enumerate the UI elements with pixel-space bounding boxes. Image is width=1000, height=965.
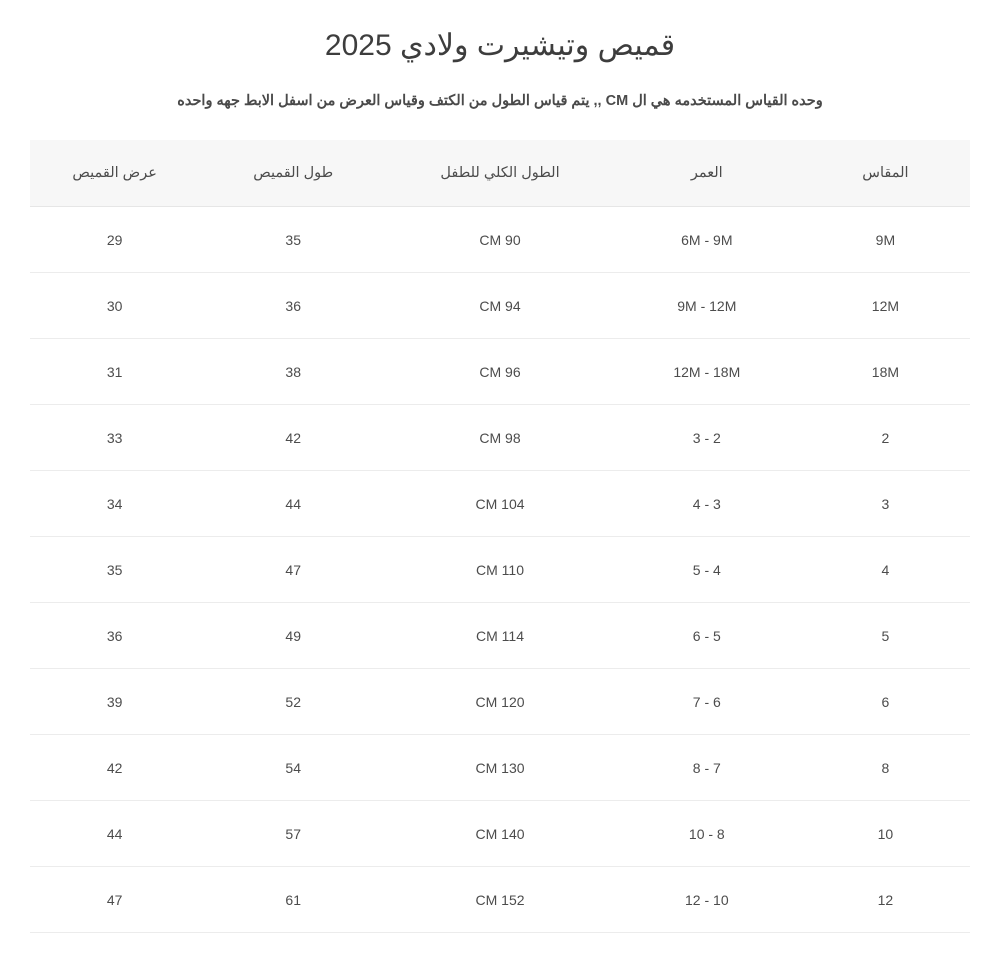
cell-total-height: CM 98 — [387, 405, 613, 471]
size-table-container — [30, 109, 970, 933]
table-row — [30, 867, 970, 933]
cell-age: 8 - 7 — [613, 735, 801, 801]
column-header-size: المقاس — [801, 140, 970, 207]
table-row — [30, 735, 970, 801]
cell-age: 5 - 4 — [613, 537, 801, 603]
cell-shirt-width: 30 — [30, 273, 199, 339]
cell-total-height: CM 140 — [387, 801, 613, 867]
size-table-head — [30, 140, 970, 207]
cell-shirt-width: 42 — [30, 735, 199, 801]
column-header-shirt-length: طول القميص — [199, 140, 387, 207]
cell-total-height: CM 152 — [387, 867, 613, 933]
cell-shirt-width: 35 — [30, 537, 199, 603]
cell-total-height: CM 94 — [387, 273, 613, 339]
cell-size: 18M — [801, 339, 970, 405]
cell-shirt-width: 34 — [30, 471, 199, 537]
cell-shirt-width: 39 — [30, 669, 199, 735]
table-row — [30, 339, 970, 405]
cell-age: 6M - 9M — [613, 207, 801, 273]
table-row — [30, 801, 970, 867]
cell-total-height: CM 110 — [387, 537, 613, 603]
cell-size: 2 — [801, 405, 970, 471]
cell-total-height: CM 120 — [387, 669, 613, 735]
cell-size: 12 — [801, 867, 970, 933]
cell-shirt-length: 47 — [199, 537, 387, 603]
cell-size: 4 — [801, 537, 970, 603]
cell-shirt-width: 33 — [30, 405, 199, 471]
cell-shirt-width: 36 — [30, 603, 199, 669]
size-table — [30, 140, 970, 933]
cell-shirt-length: 44 — [199, 471, 387, 537]
table-row — [30, 273, 970, 339]
page-title: قميص وتيشيرت ولادي 2025 — [324, 29, 676, 62]
cell-total-height: CM 104 — [387, 471, 613, 537]
cell-total-height: CM 96 — [387, 339, 613, 405]
column-header-total-height: الطول الكلي للطفل — [387, 140, 613, 207]
cell-shirt-length: 57 — [199, 801, 387, 867]
cell-shirt-length: 42 — [199, 405, 387, 471]
cell-age: 7 - 6 — [613, 669, 801, 735]
cell-age: 3 - 2 — [613, 405, 801, 471]
cell-size: 3 — [801, 471, 970, 537]
cell-age: 9M - 12M — [613, 273, 801, 339]
column-header-shirt-width: عرض القميص — [30, 140, 199, 207]
cell-shirt-length: 52 — [199, 669, 387, 735]
cell-age: 6 - 5 — [613, 603, 801, 669]
cell-total-height: CM 130 — [387, 735, 613, 801]
cell-shirt-length: 35 — [199, 207, 387, 273]
table-row — [30, 603, 970, 669]
cell-shirt-width: 47 — [30, 867, 199, 933]
table-row — [30, 405, 970, 471]
column-header-age: العمر — [613, 140, 801, 207]
table-row — [30, 207, 970, 273]
cell-size: 5 — [801, 603, 970, 669]
cell-shirt-width: 44 — [30, 801, 199, 867]
cell-shirt-width: 29 — [30, 207, 199, 273]
cell-shirt-length: 54 — [199, 735, 387, 801]
table-header-row — [30, 140, 970, 207]
size-table-body — [30, 207, 970, 933]
measurement-note: وحده القياس المستخدمه هي ال CM ,, يتم قياس الطول من الكتف وقياس العرض من اسفل الابط جهه واحده — [177, 93, 823, 109]
cell-size: 6 — [801, 669, 970, 735]
cell-shirt-length: 38 — [199, 339, 387, 405]
cell-shirt-width: 31 — [30, 339, 199, 405]
table-row — [30, 669, 970, 735]
cell-total-height: CM 90 — [387, 207, 613, 273]
cell-size: 10 — [801, 801, 970, 867]
cell-size: 8 — [801, 735, 970, 801]
cell-total-height: CM 114 — [387, 603, 613, 669]
table-row — [30, 537, 970, 603]
cell-age: 4 - 3 — [613, 471, 801, 537]
cell-shirt-length: 49 — [199, 603, 387, 669]
cell-age: 12M - 18M — [613, 339, 801, 405]
cell-age: 10 - 8 — [613, 801, 801, 867]
cell-size: 12M — [801, 273, 970, 339]
cell-age: 12 - 10 — [613, 867, 801, 933]
cell-size: 9M — [801, 207, 970, 273]
cell-shirt-length: 36 — [199, 273, 387, 339]
table-row — [30, 471, 970, 537]
cell-shirt-length: 61 — [199, 867, 387, 933]
